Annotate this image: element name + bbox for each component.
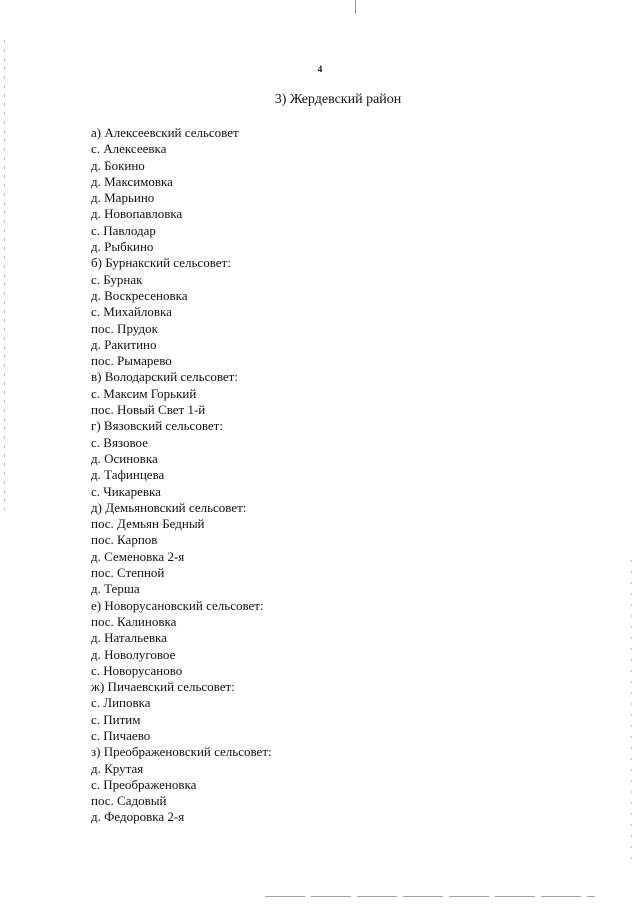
- left-scan-edge: [4, 40, 5, 510]
- list-item: ж) Пичаевский сельсовет:: [91, 679, 235, 695]
- list-item: д. Воскресеновка: [91, 287, 188, 303]
- list-item: г) Вязовский сельсовет:: [91, 418, 223, 434]
- page-number: 4: [317, 64, 323, 74]
- list-item: пос. Новый Свет 1-й: [91, 402, 206, 418]
- list-item: д. Семеновка 2-я: [91, 548, 185, 564]
- list-item: д. Новолуговое: [91, 646, 176, 662]
- list-item: д. Тафинцева: [91, 467, 165, 483]
- bottom-scan-edge: [265, 896, 595, 897]
- list-item: с. Вязовое: [91, 434, 148, 450]
- list-item: д. Федоровка 2-я: [91, 809, 185, 825]
- list-item: с. Максим Горький: [91, 385, 197, 401]
- list-item: а) Алексеевский сельсовет: [91, 125, 239, 140]
- list-item: д) Демьяновский сельсовет:: [91, 499, 247, 515]
- list-item: д. Ракитино: [91, 336, 157, 352]
- list-item: пос. Калиновка: [91, 613, 177, 629]
- district-title: 3) Жердевский район: [274, 92, 402, 107]
- list-item: с. Новорусаново: [91, 662, 183, 678]
- list-item: д. Крутая: [91, 760, 144, 776]
- list-item: пос. Рымарево: [91, 353, 172, 369]
- list-item: д. Максимовка: [91, 173, 173, 189]
- top-scan-mark: [355, 0, 356, 14]
- list-item: д. Марьино: [91, 190, 155, 206]
- list-item: с. Чикаревка: [91, 483, 161, 499]
- list-item: с. Преображеновка: [91, 776, 197, 792]
- list-item: д. Осиновка: [91, 450, 158, 466]
- list-item: с. Липовка: [91, 695, 151, 711]
- list-item: пос. Степной: [91, 565, 165, 581]
- list-item: б) Бурнакский сельсовет:: [91, 255, 231, 271]
- list-item: с. Михайловка: [91, 304, 172, 320]
- list-item: пос. Карпов: [91, 532, 158, 548]
- right-scan-edge: [631, 560, 632, 860]
- list-item: д. Натальевка: [91, 630, 167, 646]
- settlement-list: [91, 125, 272, 826]
- list-item: с. Алексеевка: [91, 141, 167, 157]
- list-item: з) Преображеновский сельсовет:: [91, 744, 272, 760]
- list-item: с. Пичаево: [91, 727, 151, 743]
- list-item: в) Володарский сельсовет:: [91, 369, 238, 385]
- list-item: пос. Садовый: [91, 793, 167, 809]
- list-item: е) Новорусановский сельсовет:: [91, 597, 264, 613]
- list-item: с. Бурнак: [91, 271, 143, 287]
- list-item: д. Бокино: [91, 157, 145, 173]
- list-item: д. Рыбкино: [91, 239, 154, 255]
- list-item: с. Павлодар: [91, 222, 156, 238]
- list-item: д. Новопавловка: [91, 206, 183, 222]
- list-item: пос. Демьян Бедный: [91, 516, 205, 532]
- list-item: д. Терша: [91, 581, 140, 597]
- list-item: с. Питим: [91, 711, 141, 727]
- list-item: пос. Прудок: [91, 320, 158, 336]
